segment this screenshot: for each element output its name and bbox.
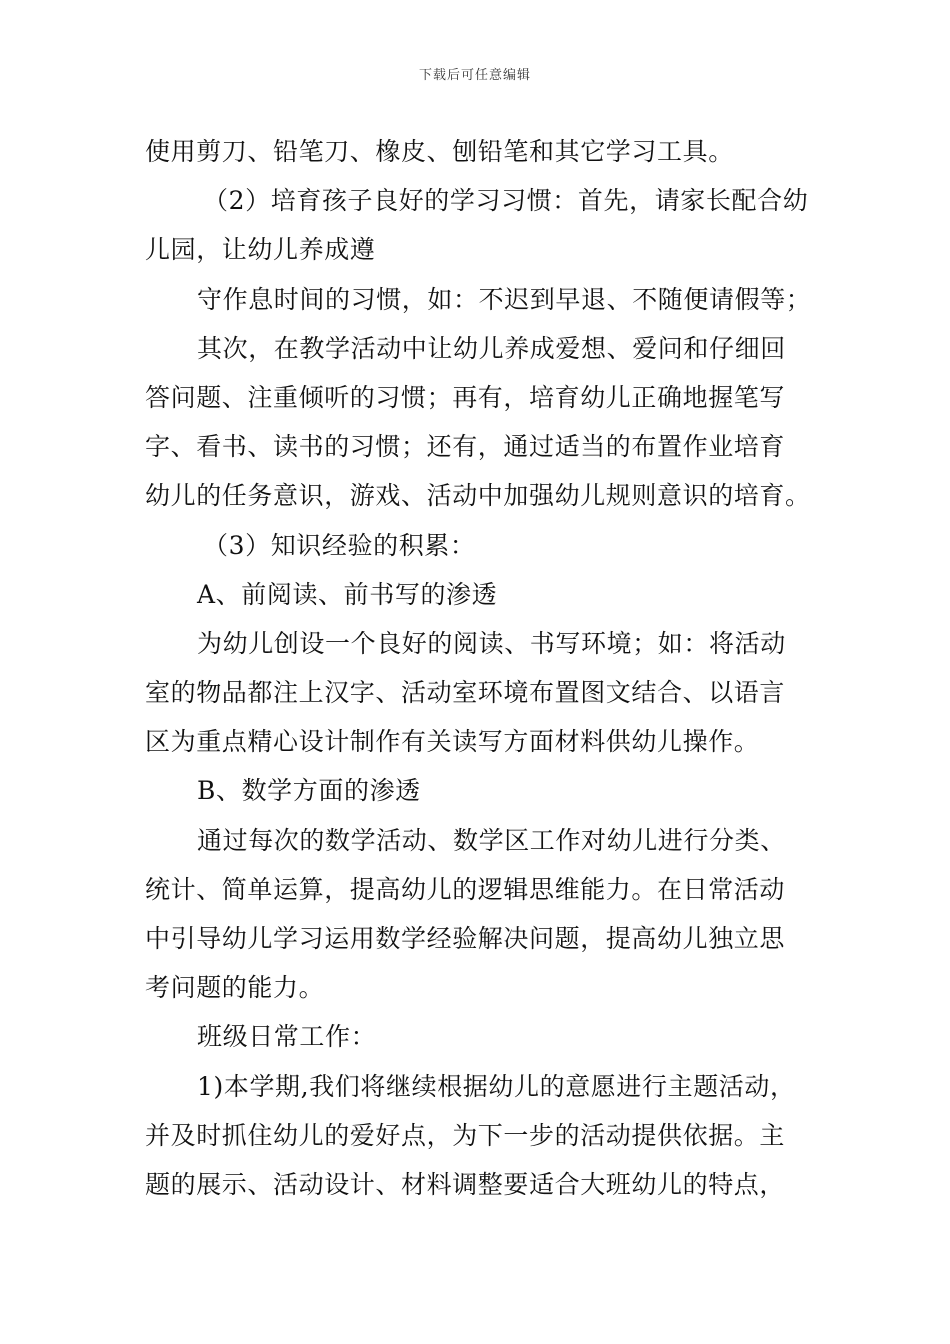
text-line: 区为重点精心设计制作有关读写方面材料供幼儿操作。 bbox=[145, 727, 760, 757]
text-line: 使用剪刀、铅笔刀、橡皮、刨铅笔和其它学习工具。 bbox=[145, 137, 734, 166]
page-header: 下载后可任意编辑 bbox=[418, 68, 531, 83]
text-line: 守作息时间的习惯，如：不迟到早退、不随便请假等； bbox=[197, 284, 812, 314]
text-line: 为幼儿创设一个良好的阅读、书写环境；如：将活动 bbox=[197, 628, 786, 658]
text-line: 字、看书、读书的习惯；还有，通过适当的布置作业培育 bbox=[145, 432, 786, 462]
text-line: （2）培育孩子良好的学习习惯：首先，请家长配合幼 bbox=[203, 186, 809, 216]
text-line: 室的物品都注上汉字、活动室环境布置图文结合、以语言 bbox=[145, 678, 786, 708]
text-line: A、前阅读、前书写的渗透 bbox=[197, 579, 498, 609]
text-line: 题的展示、活动设计、材料调整要适合大班幼儿的特点， bbox=[145, 1169, 786, 1199]
text-line: 幼儿的任务意识，游戏、活动中加强幼儿规则意识的培育。 bbox=[145, 481, 811, 511]
text-line: 中引导幼儿学习运用数学经验解决问题，提高幼儿独立思 bbox=[145, 924, 786, 953]
text-line: （3）知识经验的积累： bbox=[203, 530, 476, 560]
text-line: 统计、简单运算，提高幼儿的逻辑思维能力。在日常活动 bbox=[145, 874, 786, 904]
text-line: 班级日常工作： bbox=[197, 1022, 377, 1052]
text-line: 并及时抓住幼儿的爱好点，为下一步的活动提供依据。主 bbox=[145, 1120, 786, 1150]
text-line: 考问题的能力。 bbox=[145, 973, 325, 1003]
text-line: 答问题、注重倾听的习惯；再有，培育幼儿正确地握笔写 bbox=[145, 382, 786, 412]
text-line: 1)本学期,我们将继续根据幼儿的意愿进行主题活动， bbox=[197, 1071, 796, 1101]
text-line: 其次，在教学活动中让幼儿养成爱想、爱问和仔细回 bbox=[197, 333, 786, 363]
document-body bbox=[145, 127, 810, 1209]
text-line: B、数学方面的渗透 bbox=[197, 776, 421, 806]
text-line: 通过每次的数学活动、数学区工作对幼儿进行分类、 bbox=[197, 825, 786, 855]
text-line: 儿园，让幼儿养成遵 bbox=[145, 235, 376, 265]
